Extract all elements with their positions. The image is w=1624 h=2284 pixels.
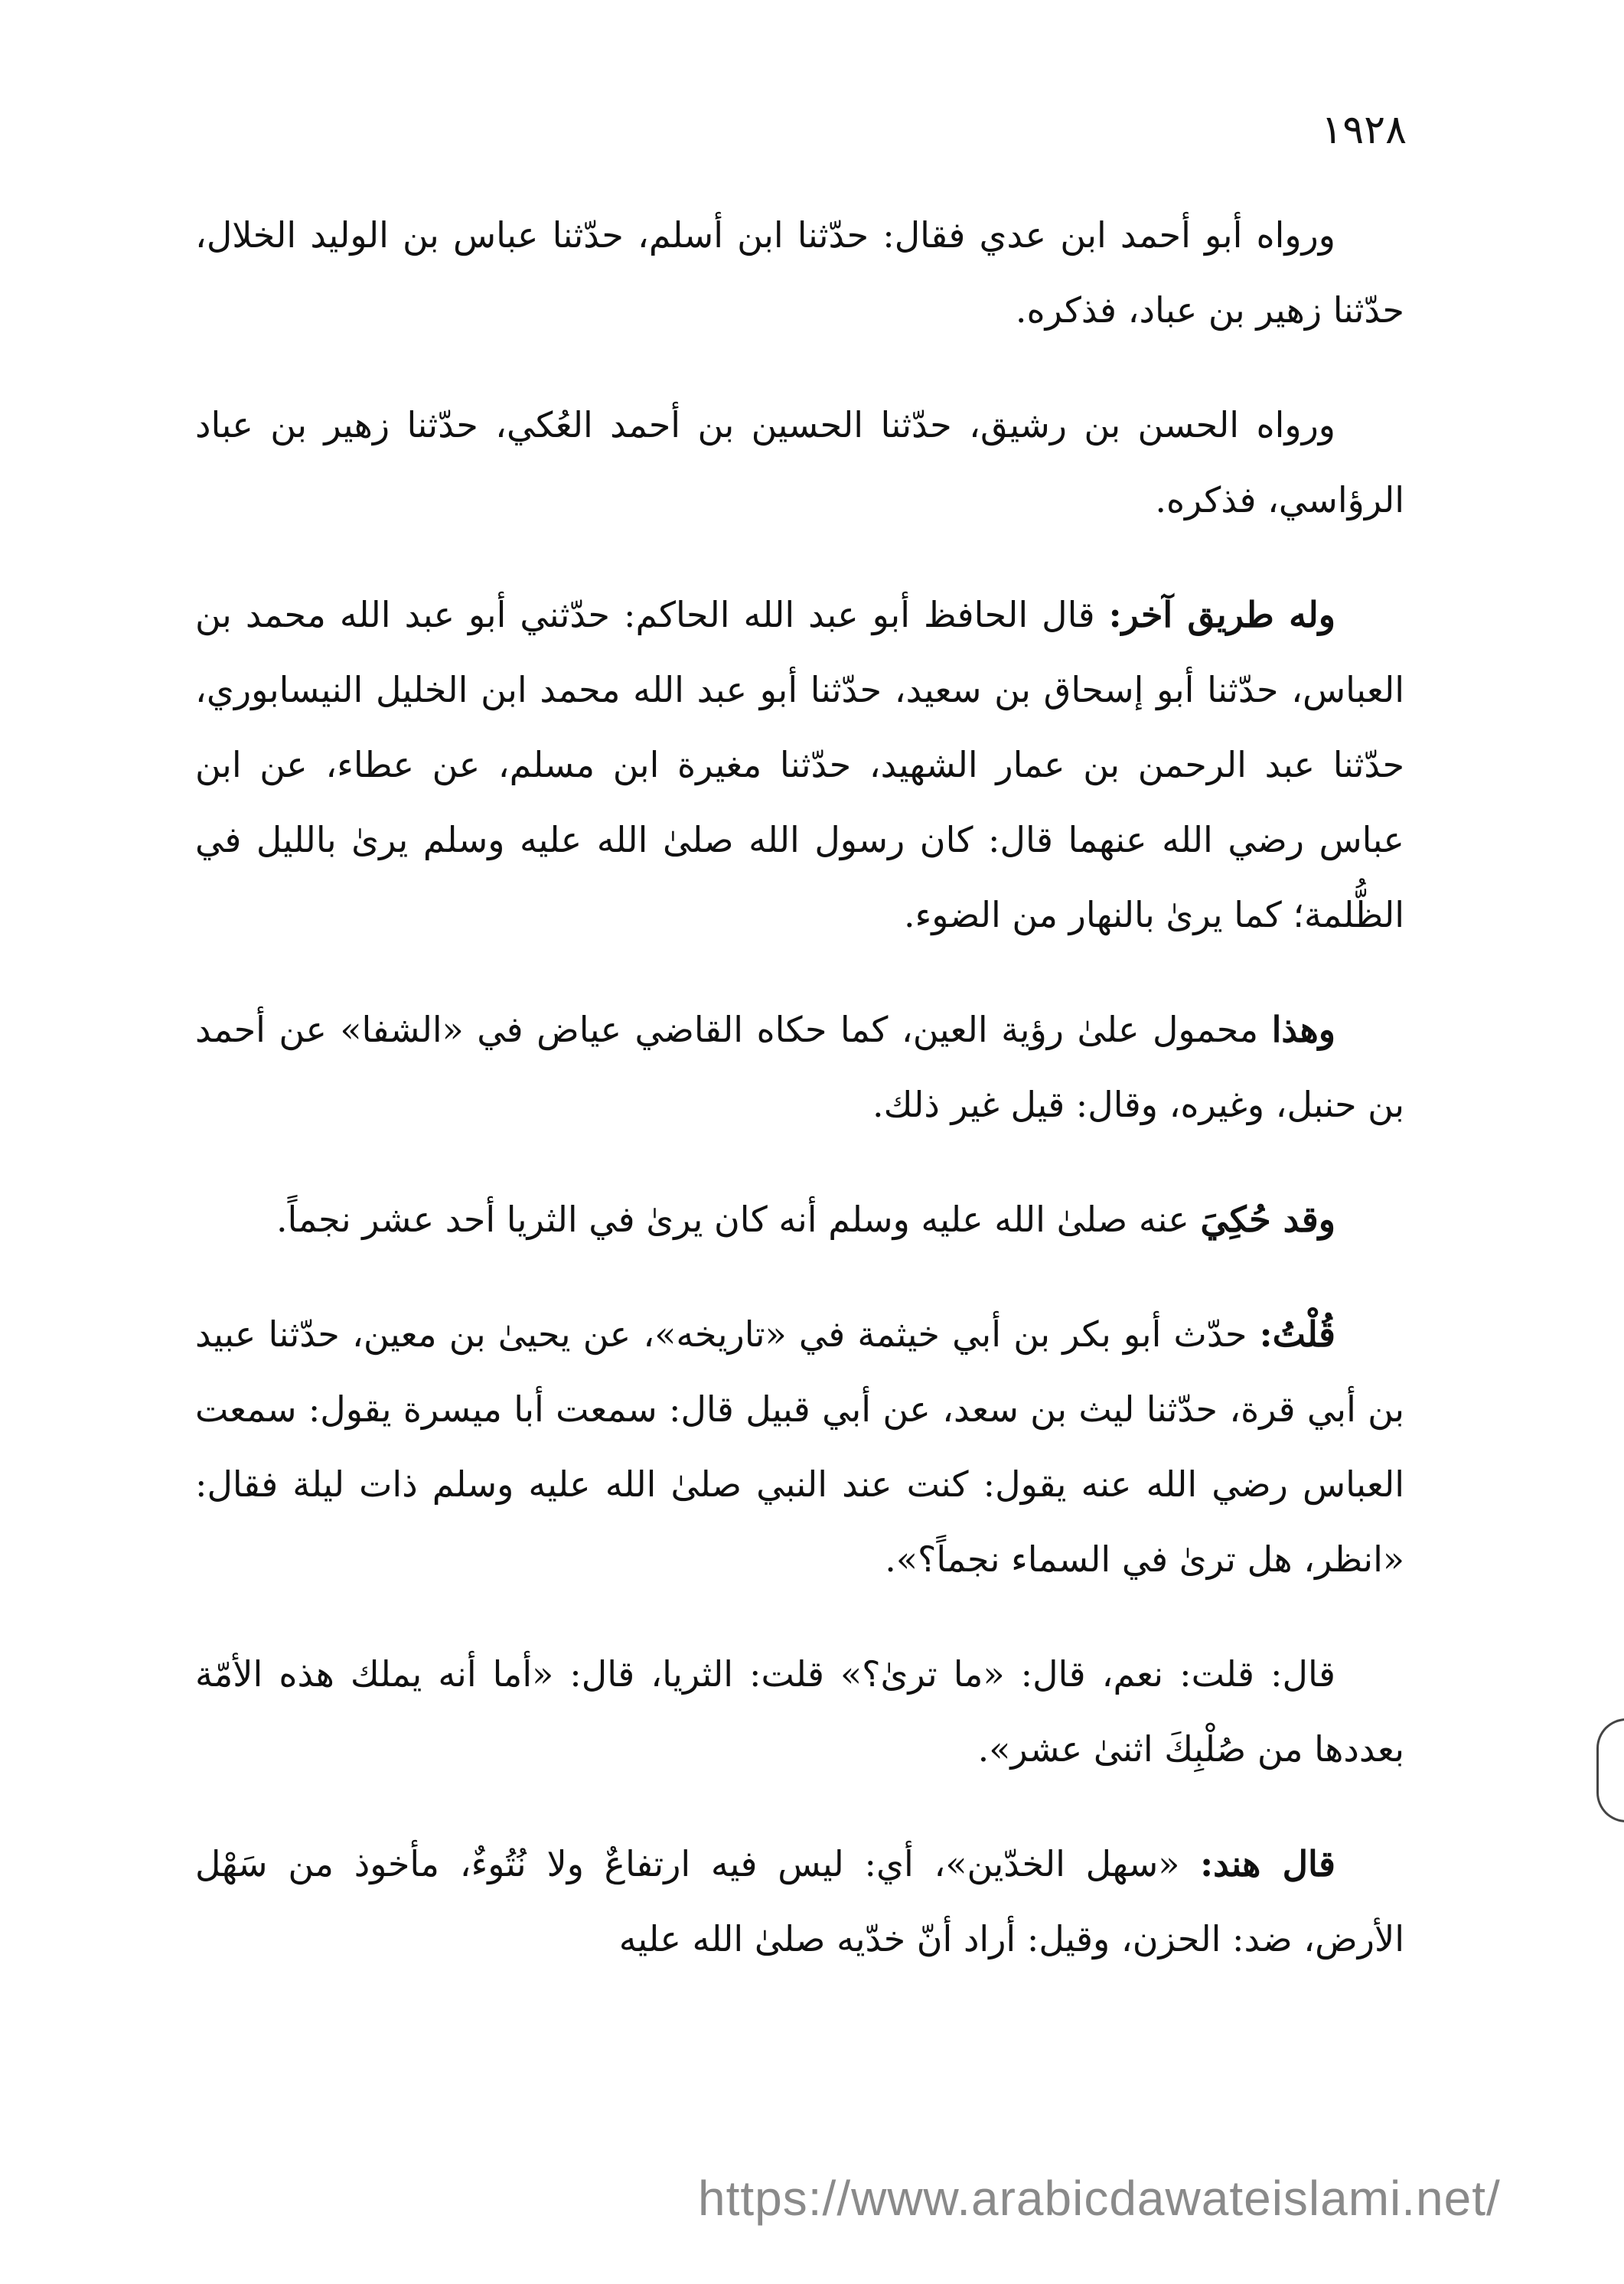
paragraph-1 — [195, 197, 1404, 347]
paragraph-lead: وهذا — [1271, 1009, 1335, 1050]
page-number: ١٩٢٨ — [1321, 107, 1407, 153]
paragraph-lead: وقد حُكِيَ — [1200, 1199, 1335, 1240]
paragraph-8 — [195, 1826, 1404, 1976]
paragraph-text: «سهل الخدّين»، أي: ليس فيه ارتفاعٌ ولا نُتُوءٌ، مأخوذ من سَهْل الأرض، ضد: الحزن، وقيل: أراد أنّ خدّيه صلىٰ الله عليه — [195, 1843, 1404, 1959]
paragraph-4 — [195, 992, 1404, 1142]
paragraph-text: عنه صلىٰ الله عليه وسلم أنه كان يرىٰ في الثريا أحد عشر نجماً. — [276, 1199, 1189, 1240]
paragraph-text: ورواه الحسن بن رشيق، حدّثنا الحسين بن أحمد العُكي، حدّثنا زهير بن عباد الرؤاسي، فذكره. — [195, 404, 1404, 520]
paragraph-text: حدّث أبو بكر بن أبي خيثمة في «تاريخه»، عن يحيىٰ بن معين، حدّثنا عبيد بن أبي قرة، حدّثنا ليث بن سعد، عن أبي قبيل قال: سمعت أبا ميسرة يقول: سمعت العباس رضي الله عنه يقول: كنت عند النبي صلىٰ الله عليه وسلم ذات ليلة فقال: «انظر، هل ترىٰ في السماء نجماً؟». — [195, 1313, 1404, 1580]
paragraph-7 — [195, 1636, 1404, 1786]
paragraph-2 — [195, 387, 1404, 537]
paragraph-lead: وله طريق آخر: — [1108, 594, 1335, 635]
page-edge-mark — [1596, 1718, 1624, 1822]
paragraph-lead: قُلْتُ: — [1259, 1313, 1336, 1355]
paragraph-3 — [195, 577, 1404, 952]
paragraph-text: محمول علىٰ رؤية العين، كما حكاه القاضي عياض في «الشفا» عن أحمد بن حنبل، وغيره، وقال: قيل غير ذلك. — [195, 1009, 1404, 1125]
watermark-url: https://www.arabicdawateislami.net/ — [698, 2171, 1501, 2226]
paragraph-5 — [195, 1182, 1404, 1257]
text-body — [195, 197, 1404, 2016]
paragraph-6 — [195, 1297, 1404, 1597]
paragraph-text: ورواه أبو أحمد ابن عدي فقال: حدّثنا ابن أسلم، حدّثنا عباس بن الوليد الخلال، حدّثنا زهير بن عباد، فذكره. — [195, 214, 1404, 331]
paragraph-text: قال الحافظ أبو عبد الله الحاكم: حدّثني أبو عبد الله محمد بن العباس، حدّثنا أبو إسحاق بن سعيد، حدّثنا أبو عبد الله محمد ابن الخليل النيسابوري، حدّثنا عبد الرحمن بن عمار الشهيد، حدّثنا مغيرة ابن مسلم، عن عطاء، عن ابن عباس رضي الله عنهما قال: كان رسول الله صلىٰ الله عليه وسلم يرىٰ بالليل في الظُّلمة؛ كما يرىٰ بالنهار من الضوء. — [195, 594, 1404, 935]
paragraph-text: قال: قلت: نعم، قال: «ما ترىٰ؟» قلت: الثريا، قال: «أما أنه يملك هذه الأمّة بعددها من صُلْبِكَ اثنىٰ عشر». — [195, 1653, 1404, 1770]
paragraph-lead: قال هند: — [1200, 1843, 1335, 1884]
